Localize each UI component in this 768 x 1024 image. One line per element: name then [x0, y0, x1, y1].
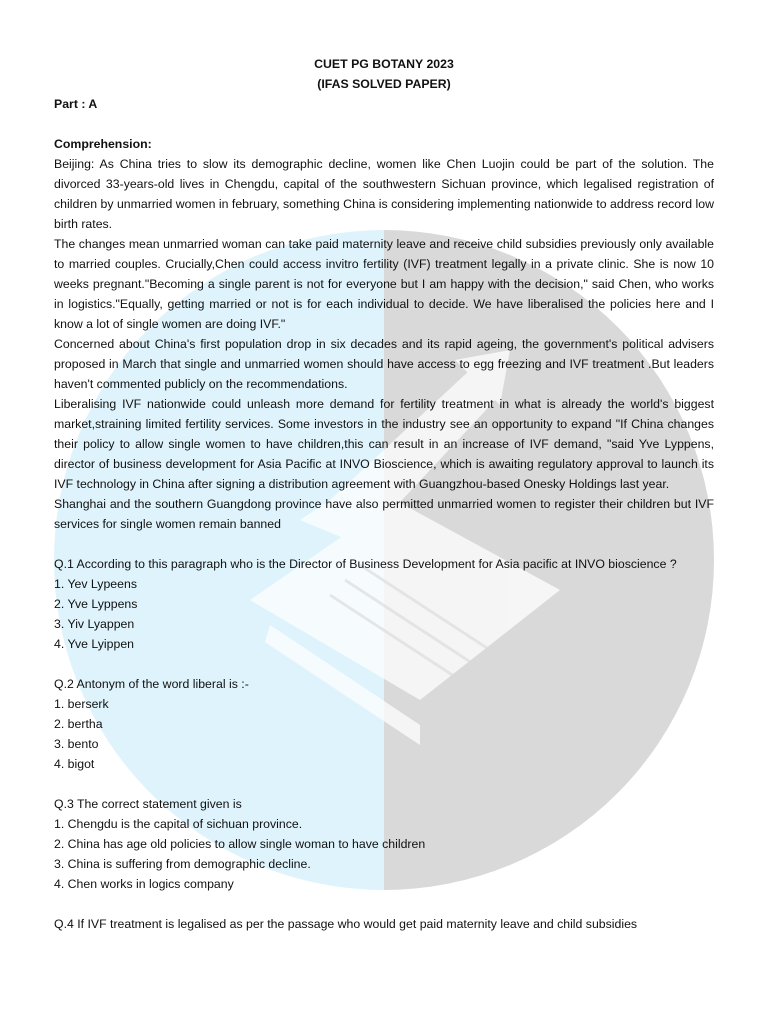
- comprehension-paragraph: Concerned about China's first population drop in six decades and its rapid ageing, the government's political advisers proposed in March that single and unmarried women should have access to egg freezing and IVF treatment .But leaders haven't commented publicly on the recommendations.: [54, 337, 714, 391]
- option: 2. China has age old policies to allow single woman to have children: [54, 837, 426, 851]
- comprehension-title: Comprehension:: [54, 137, 152, 151]
- option: 4. bigot: [54, 757, 95, 771]
- option: 1. Yev Lypeens: [54, 577, 137, 591]
- question-2: Q.2 Antonym of the word liberal is :-: [54, 677, 249, 691]
- question-4: Q.4 If IVF treatment is legalised as per the passage who would get paid maternity leave and child subsidies: [54, 917, 638, 931]
- document-title: CUET PG BOTANY 2023: [314, 57, 454, 71]
- option: 1. Chengdu is the capital of sichuan province.: [54, 817, 303, 831]
- option: 1. berserk: [54, 697, 109, 711]
- option: 3. Yiv Lyappen: [54, 617, 135, 631]
- spacer: [54, 534, 714, 554]
- spacer: [54, 894, 714, 914]
- spacer: [54, 654, 714, 674]
- option: 4. Chen works in logics company: [54, 877, 234, 891]
- comprehension-paragraph: Liberalising IVF nationwide could unleash more demand for fertility treatment in what is already the world's biggest market,straining limited fertility services. Some investors in the industry see an opportunity to expand "If China changes their policy to allow single women to have children,this can result in an increase of IVF demand, "said Yve Lyppens, director of business development for Asia Pacific at INVO Bioscience, which is awaiting regulatory approval to launch its IVF technology in China after signing a distribution agreement with Guangzhou-based Onesky Holdings last year.: [54, 397, 714, 491]
- option: 2. Yve Lyppens: [54, 597, 138, 611]
- question-1: Q.1 According to this paragraph who is the Director of Business Development for Asia pacific at INVO bioscience ?: [54, 557, 677, 571]
- comprehension-paragraph: Beijing: As China tries to slow its demographic decline, women like Chen Luojin could be part of the solution. The divorced 33-years-old lives in Chengdu, capital of the southwestern Sichuan province, which legalised registration of children by unmarried women in february, something China is considering implementing nationwide to address record low birth rates.: [54, 157, 714, 231]
- part-label: Part : A: [54, 97, 98, 111]
- spacer: [54, 774, 714, 794]
- option: 3. bento: [54, 737, 99, 751]
- document-page: [54, 54, 714, 934]
- comprehension-paragraph: Shanghai and the southern Guangdong province have also permitted unmarried women to register their children but IVF services for single women remain banned: [54, 497, 714, 531]
- option: 2. bertha: [54, 717, 103, 731]
- document-subtitle: (IFAS SOLVED PAPER): [317, 77, 451, 91]
- spacer: [54, 114, 714, 134]
- question-3: Q.3 The correct statement given is: [54, 797, 242, 811]
- option: 3. China is suffering from demographic decline.: [54, 857, 311, 871]
- comprehension-paragraph: The changes mean unmarried woman can take paid maternity leave and receive child subsidies previously only available to married couples. Crucially,Chen could access invitro fertility (IVF) treatment legally in a private clinic. She is now 10 weeks pregnant."Becoming a single parent is not for everyone but I am happy with the decision," said Chen, who works in logistics."Equally, getting married or not is for each individual to decide. We have liberalised the policies here and I know a lot of single women are doing IVF.": [54, 237, 714, 331]
- option: 4. Yve Lyippen: [54, 637, 134, 651]
